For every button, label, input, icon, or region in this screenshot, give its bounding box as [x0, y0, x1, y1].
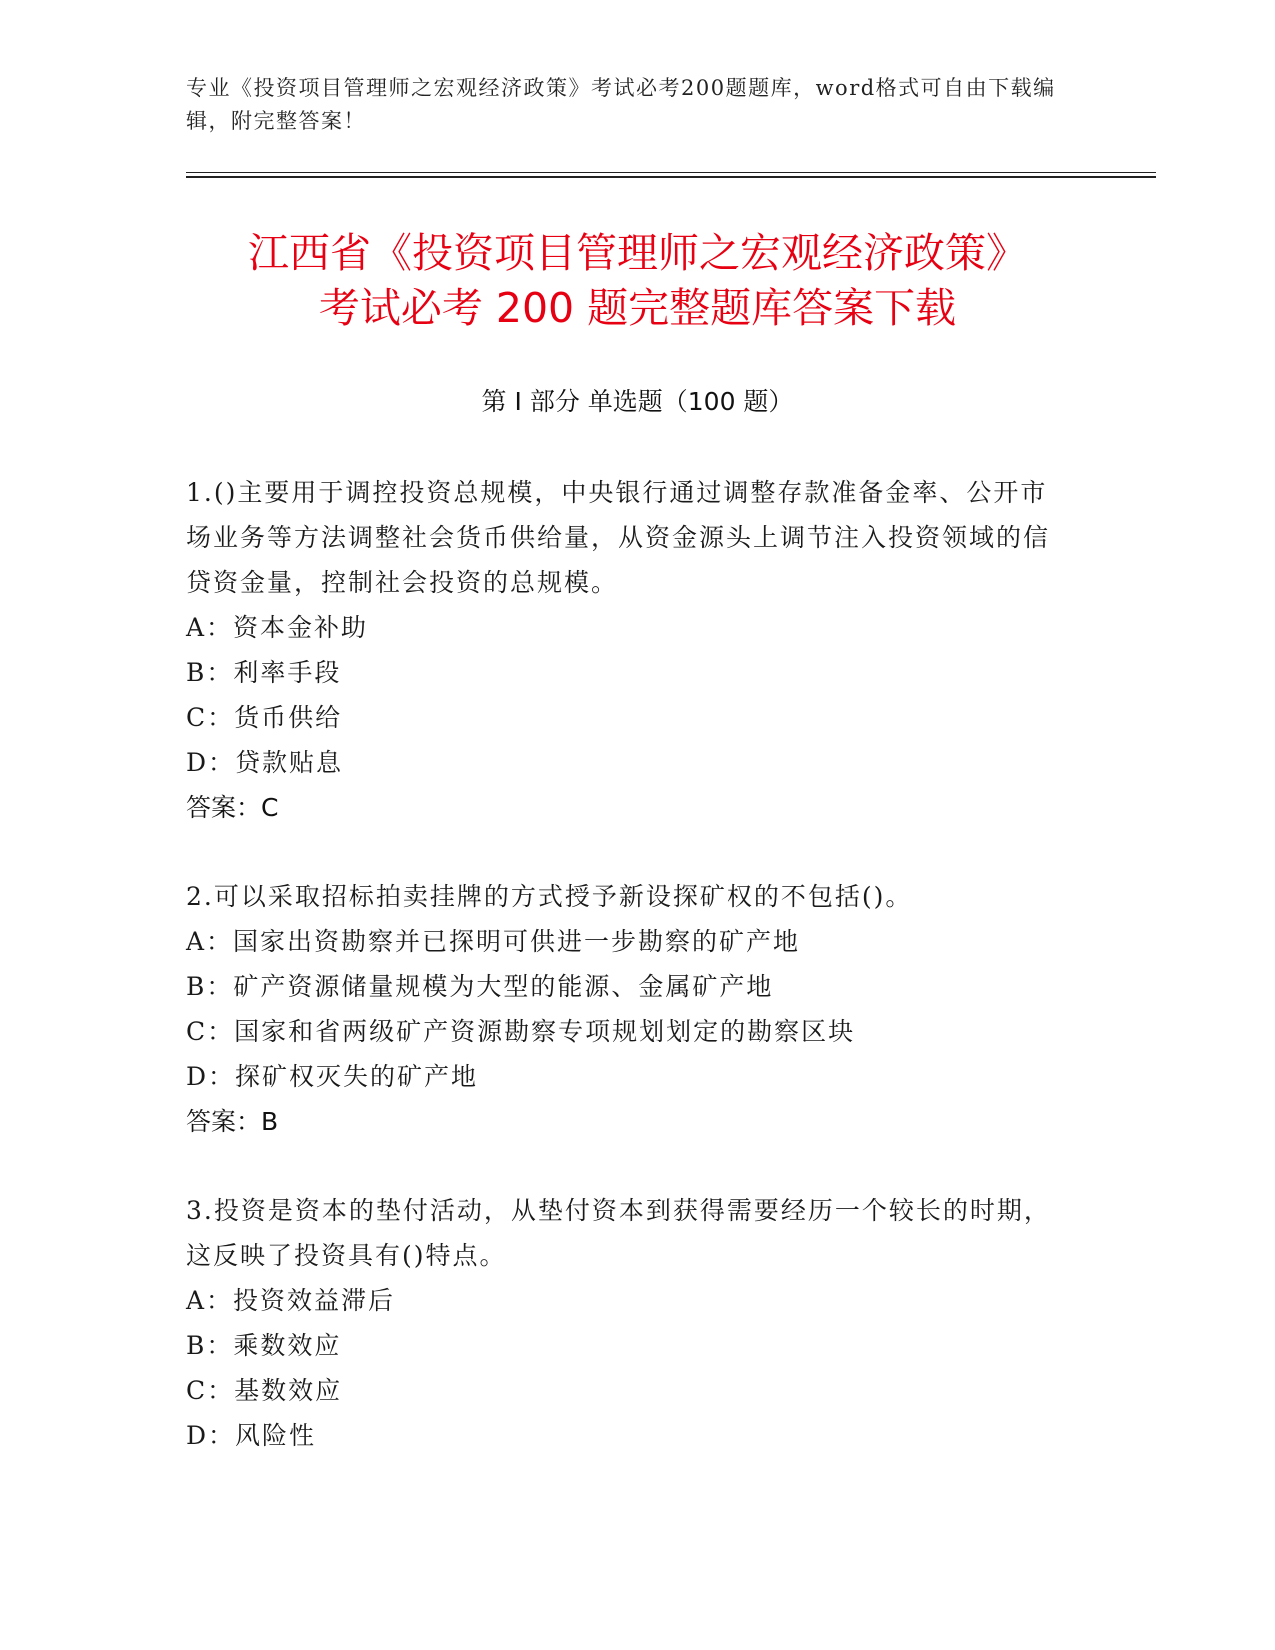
option-a: A：国家出资勘察并已探明可供进一步勘察的矿产地 — [186, 927, 801, 956]
title-line-1: 江西省《投资项目管理师之宏观经济政策》 — [248, 229, 1027, 277]
question-1 — [186, 470, 1066, 830]
answer: 答案：B — [186, 1107, 279, 1136]
option-c: C：国家和省两级矿产资源勘察专项规划划定的勘察区块 — [186, 1017, 856, 1046]
option-b: B：利率手段 — [186, 658, 342, 687]
question-3 — [186, 1188, 1066, 1458]
option-a: A：投资效益滞后 — [186, 1286, 396, 1315]
question-list — [186, 470, 1066, 1502]
question-stem: 3.投资是资本的垫付活动，从垫付资本到获得需要经历一个较长的时期，这反映了投资具有()特点。 — [186, 1196, 1051, 1270]
answer: 答案：C — [186, 793, 279, 822]
question-stem: 1.()主要用于调控投资总规模，中央银行通过调整存款准备金率、公开市场业务等方法调整社会货币供给量，从资金源头上调节注入投资领域的信贷资金量，控制社会投资的总规模。 — [186, 478, 1051, 597]
option-c: C：货币供给 — [186, 703, 343, 732]
option-b: B：乘数效应 — [186, 1331, 342, 1360]
header-divider-thick — [186, 176, 1156, 178]
option-d: D：贷款贴息 — [186, 748, 344, 777]
document-title — [0, 226, 1275, 336]
question-stem: 2.可以采取招标拍卖挂牌的方式授予新设探矿权的不包括()。 — [186, 882, 913, 911]
option-a: A：资本金补助 — [186, 613, 369, 642]
option-c: C：基数效应 — [186, 1376, 343, 1405]
option-d: D：探矿权灭失的矿产地 — [186, 1062, 479, 1091]
section-title: 第 I 部分 单选题（100 题） — [481, 387, 794, 416]
header-note: 专业《投资项目管理师之宏观经济政策》考试必考200题题库，word格式可自由下载编辑，附完整答案！ — [186, 76, 1056, 133]
question-2 — [186, 874, 1066, 1144]
option-b: B：矿产资源储量规模为大型的能源、金属矿产地 — [186, 972, 774, 1001]
option-d: D：风险性 — [186, 1421, 317, 1450]
header-divider-thin — [186, 172, 1156, 173]
title-line-2: 考试必考 200 题完整题库答案下载 — [318, 284, 957, 332]
